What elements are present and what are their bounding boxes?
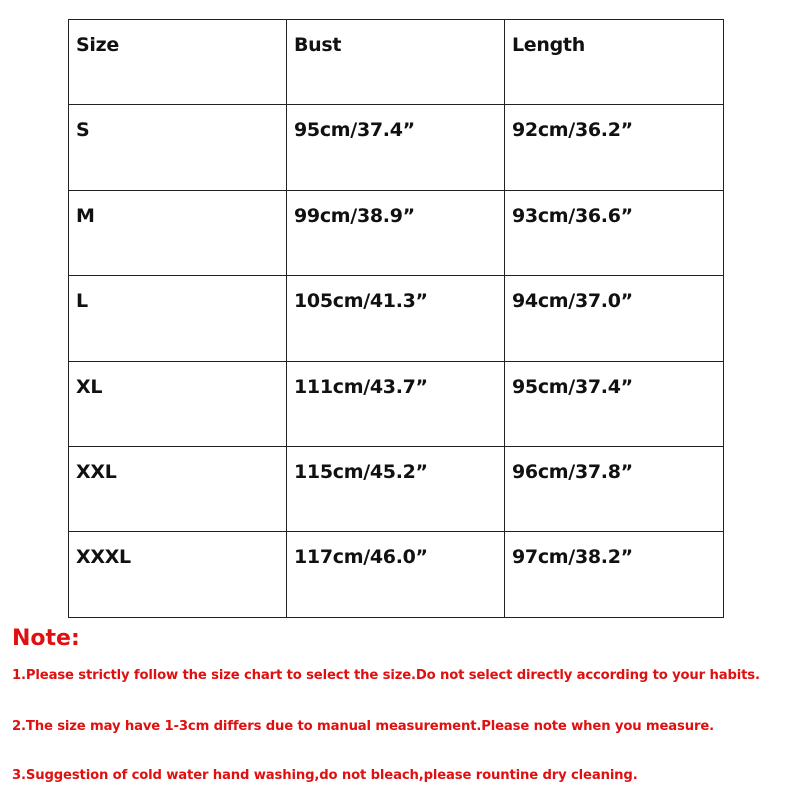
note-item-1: 1.Please strictly follow the size chart to select the size.Do not select directly according to your habits.	[12, 668, 760, 683]
table-row	[69, 446, 724, 531]
length-cell: 94cm/37.0”	[505, 276, 724, 361]
bust-cell: 117cm/46.0”	[287, 532, 505, 617]
size-cell: XXL	[69, 446, 287, 531]
length-cell: 96cm/37.8”	[505, 446, 724, 531]
size-cell: XXXL	[69, 532, 287, 617]
note-item-3: 3.Suggestion of cold water hand washing,do not bleach,please rountine dry cleaning.	[12, 768, 638, 783]
length-cell: 92cm/36.2”	[505, 105, 724, 190]
table-row	[69, 276, 724, 361]
bust-cell: 115cm/45.2”	[287, 446, 505, 531]
header-bust: Bust	[287, 20, 505, 105]
note-title: Note:	[12, 626, 80, 651]
notes-section	[12, 624, 792, 783]
size-cell: M	[69, 190, 287, 275]
header-length: Length	[505, 20, 724, 105]
table-header-row	[69, 20, 724, 105]
table-row	[69, 190, 724, 275]
length-cell: 95cm/37.4”	[505, 361, 724, 446]
size-cell: L	[69, 276, 287, 361]
bust-cell: 111cm/43.7”	[287, 361, 505, 446]
bust-cell: 95cm/37.4”	[287, 105, 505, 190]
table-row	[69, 532, 724, 617]
bust-cell: 105cm/41.3”	[287, 276, 505, 361]
size-cell: S	[69, 105, 287, 190]
bust-cell: 99cm/38.9”	[287, 190, 505, 275]
table-row	[69, 361, 724, 446]
length-cell: 97cm/38.2”	[505, 532, 724, 617]
length-cell: 93cm/36.6”	[505, 190, 724, 275]
size-chart-table	[68, 19, 724, 618]
note-item-2: 2.The size may have 1-3cm differs due to manual measurement.Please note when you measure.	[12, 719, 714, 734]
table-row	[69, 105, 724, 190]
header-size: Size	[69, 20, 287, 105]
size-cell: XL	[69, 361, 287, 446]
